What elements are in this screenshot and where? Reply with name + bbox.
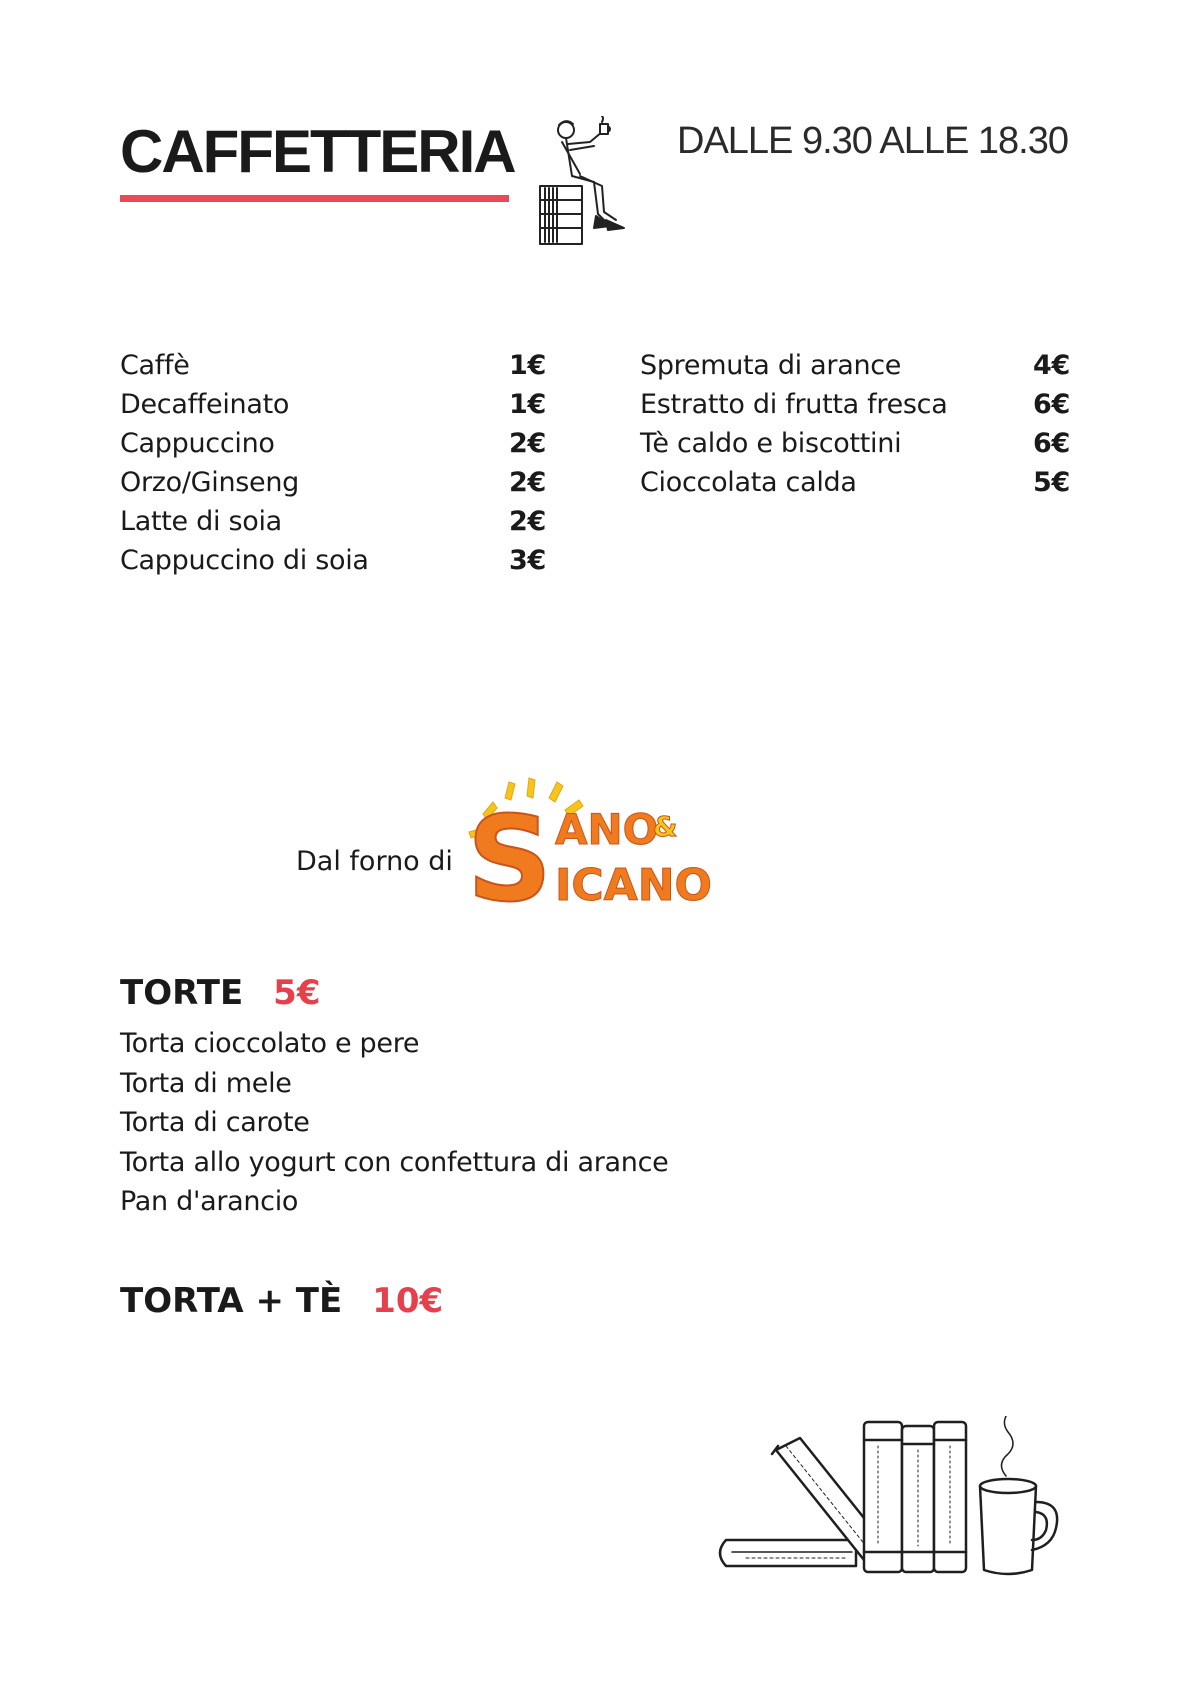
item-price: 5€	[1033, 467, 1070, 498]
menu-row	[120, 350, 546, 389]
drinks-list-left	[120, 350, 546, 584]
page-title: CAFFETTERIA	[120, 118, 515, 185]
man-sitting-on-books-illustration	[536, 116, 646, 250]
menu-row	[120, 545, 546, 584]
menu-row	[640, 350, 1070, 389]
item-name: Tè caldo e biscottini	[640, 428, 902, 459]
item-price: 2€	[509, 467, 546, 498]
item-name: Caffè	[120, 350, 190, 381]
item-name: Orzo/Ginseng	[120, 467, 300, 498]
menu-row	[640, 389, 1070, 428]
torte-price: 5€	[273, 973, 321, 1013]
torte-heading	[120, 973, 321, 1013]
item-name: Spremuta di arance	[640, 350, 902, 381]
torte-list	[120, 1028, 668, 1226]
logo-line2: ICANO	[555, 860, 712, 911]
item-name: Cappuccino di soia	[120, 545, 369, 576]
combo-heading	[120, 1281, 444, 1321]
item-price: 6€	[1033, 389, 1070, 420]
menu-row	[120, 428, 546, 467]
logo-line1: ANO	[555, 805, 659, 854]
bakery-logo	[465, 772, 725, 912]
combo-title: TORTA + TÈ	[120, 1281, 343, 1321]
menu-row	[120, 389, 546, 428]
item-price: 2€	[509, 428, 546, 459]
menu-row	[120, 467, 546, 506]
menu-row	[640, 428, 1070, 467]
list-item: Torta cioccolato e pere	[120, 1028, 420, 1059]
item-price: 4€	[1033, 350, 1070, 381]
item-name: Decaffeinato	[120, 389, 290, 420]
list-item: Torta di carote	[120, 1107, 310, 1138]
combo-price: 10€	[372, 1281, 444, 1321]
item-name: Estratto di frutta fresca	[640, 389, 948, 420]
menu-row	[640, 467, 1070, 506]
item-name: Latte di soia	[120, 506, 282, 537]
torte-title: TORTE	[120, 973, 244, 1013]
list-item: Torta allo yogurt con confettura di arance	[120, 1146, 669, 1178]
item-name: Cioccolata calda	[640, 467, 857, 498]
opening-hours: DALLE 9.30 ALLE 18.30	[677, 120, 1068, 162]
books-and-mug-illustration	[706, 1416, 1076, 1586]
item-name: Cappuccino	[120, 428, 275, 459]
item-price: 6€	[1033, 428, 1070, 459]
drinks-list-right	[640, 350, 1070, 506]
list-item: Pan d'arancio	[120, 1186, 299, 1217]
logo-amp: &	[653, 810, 678, 843]
item-price: 2€	[509, 506, 546, 537]
list-item: Torta di mele	[120, 1067, 292, 1099]
item-price: 3€	[509, 545, 546, 576]
bakery-label: Dal forno di	[296, 846, 453, 877]
item-price: 1€	[509, 389, 546, 420]
item-price: 1€	[509, 350, 546, 381]
title-underline	[120, 195, 509, 202]
logo-big-letter: S	[467, 790, 552, 912]
menu-row	[120, 506, 546, 545]
